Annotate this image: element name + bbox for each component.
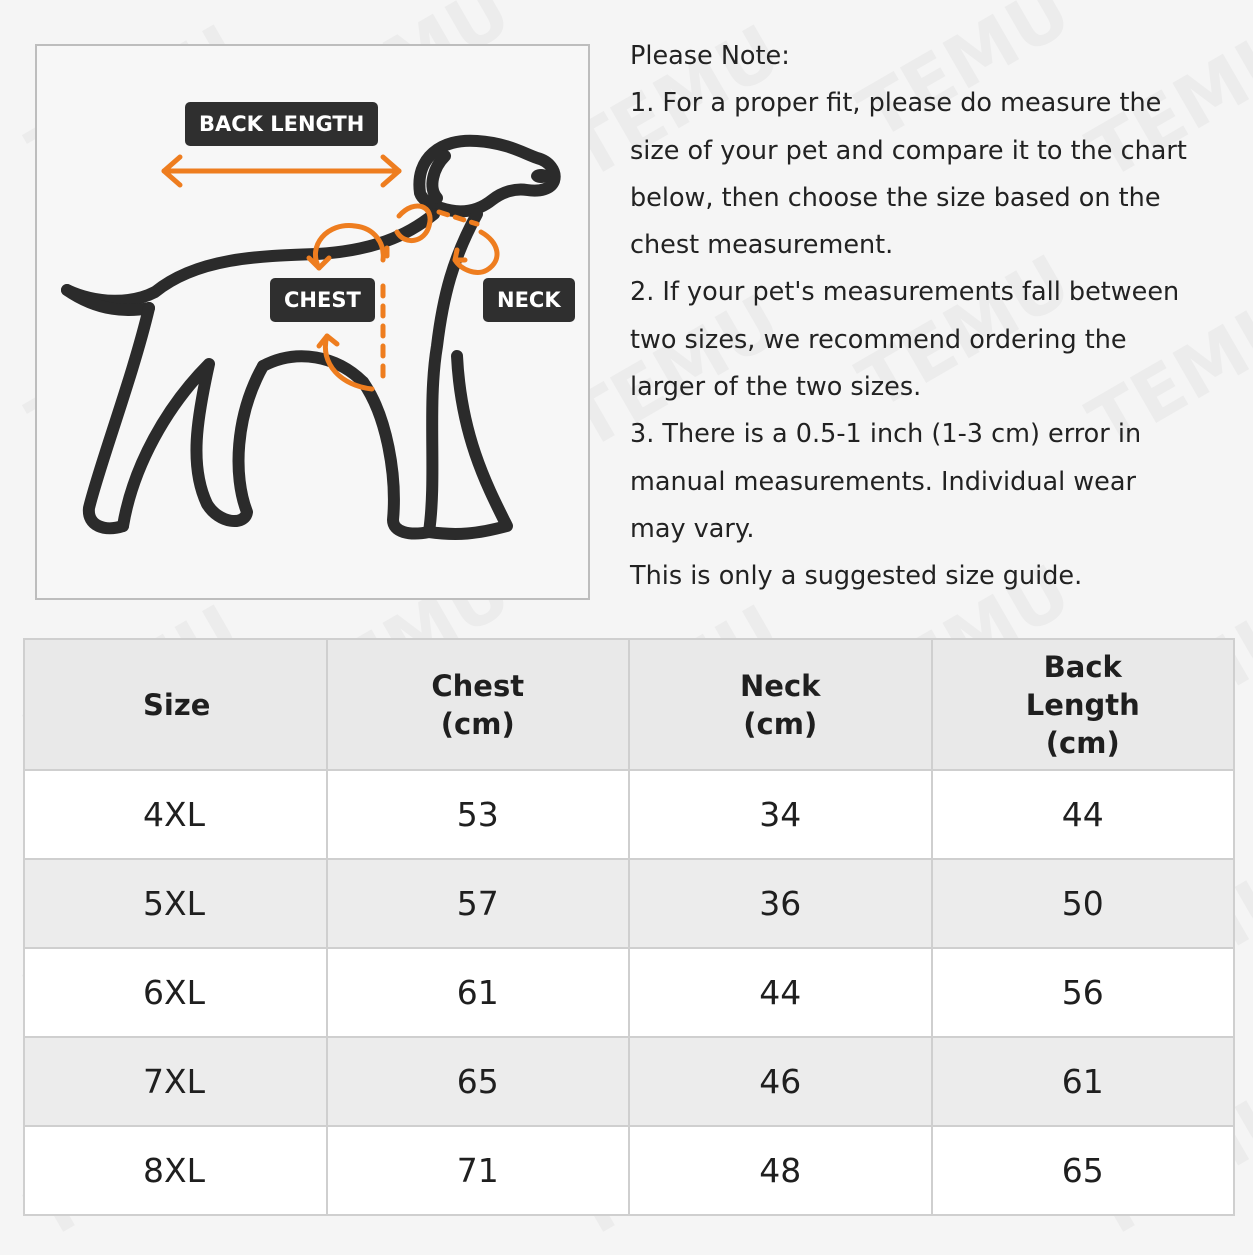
header-text: (cm)	[743, 706, 818, 741]
cell-chest: 61	[327, 948, 630, 1037]
table-header-row	[24, 639, 1234, 770]
cell-back-length: 50	[932, 859, 1235, 948]
cell-chest: 65	[327, 1037, 630, 1126]
back-length-arrow-icon	[164, 157, 399, 185]
cell-back-length: 44	[932, 770, 1235, 859]
header-text: Back	[1043, 649, 1122, 684]
notes-line: size of your pet and compare it to the chart	[630, 135, 1187, 166]
back-length-label: BACK LENGTH	[185, 102, 378, 146]
notes-line: manual measurements. Individual wear	[630, 466, 1136, 497]
cell-neck: 44	[629, 948, 932, 1037]
cell-size: 7XL	[24, 1037, 327, 1126]
header-size	[24, 639, 327, 770]
cell-back-length: 56	[932, 948, 1235, 1037]
notes-line: below, then choose the size based on the	[630, 182, 1161, 213]
notes-line: 2. If your pet's measurements fall between	[630, 277, 1180, 308]
notes-line: larger of the two sizes.	[630, 372, 922, 403]
table-row	[24, 770, 1234, 859]
header-text: Size	[143, 687, 211, 722]
table-row	[24, 948, 1234, 1037]
header-neck	[629, 639, 932, 770]
header-back-length	[932, 639, 1235, 770]
table-row	[24, 1037, 1234, 1126]
cell-size: 6XL	[24, 948, 327, 1037]
notes-line: may vary.	[630, 513, 755, 544]
cell-size: 8XL	[24, 1126, 327, 1215]
cell-neck: 34	[629, 770, 932, 859]
size-chart-table	[23, 638, 1235, 1216]
notes-line: chest measurement.	[630, 230, 894, 261]
cell-chest: 53	[327, 770, 630, 859]
header-text: (cm)	[440, 706, 515, 741]
please-note-text	[630, 33, 1245, 601]
cell-chest: 71	[327, 1126, 630, 1215]
cell-neck: 46	[629, 1037, 932, 1126]
header-text: Chest	[431, 668, 525, 703]
cell-back-length: 65	[932, 1126, 1235, 1215]
dog-outline-icon	[67, 141, 555, 534]
neck-label: NECK	[483, 278, 575, 322]
cell-neck: 36	[629, 859, 932, 948]
table-row	[24, 859, 1234, 948]
cell-size: 4XL	[24, 770, 327, 859]
cell-size: 5XL	[24, 859, 327, 948]
notes-title: Please Note:	[630, 41, 790, 71]
table-row	[24, 1126, 1234, 1215]
dog-measurement-diagram	[35, 44, 590, 600]
notes-line: two sizes, we recommend ordering the	[630, 324, 1127, 355]
cell-chest: 57	[327, 859, 630, 948]
header-text: Length	[1025, 687, 1140, 722]
notes-line: 3. There is a 0.5-1 inch (1-3 cm) error in	[630, 419, 1142, 450]
cell-neck: 48	[629, 1126, 932, 1215]
chest-label: CHEST	[270, 278, 375, 322]
header-chest	[327, 639, 630, 770]
dog-nose-icon	[531, 169, 551, 183]
cell-back-length: 61	[932, 1037, 1235, 1126]
notes-line: This is only a suggested size guide.	[630, 561, 1083, 592]
notes-line: 1. For a proper fit, please do measure the	[630, 88, 1162, 119]
header-text: Neck	[740, 668, 821, 703]
header-text: (cm)	[1045, 725, 1120, 760]
